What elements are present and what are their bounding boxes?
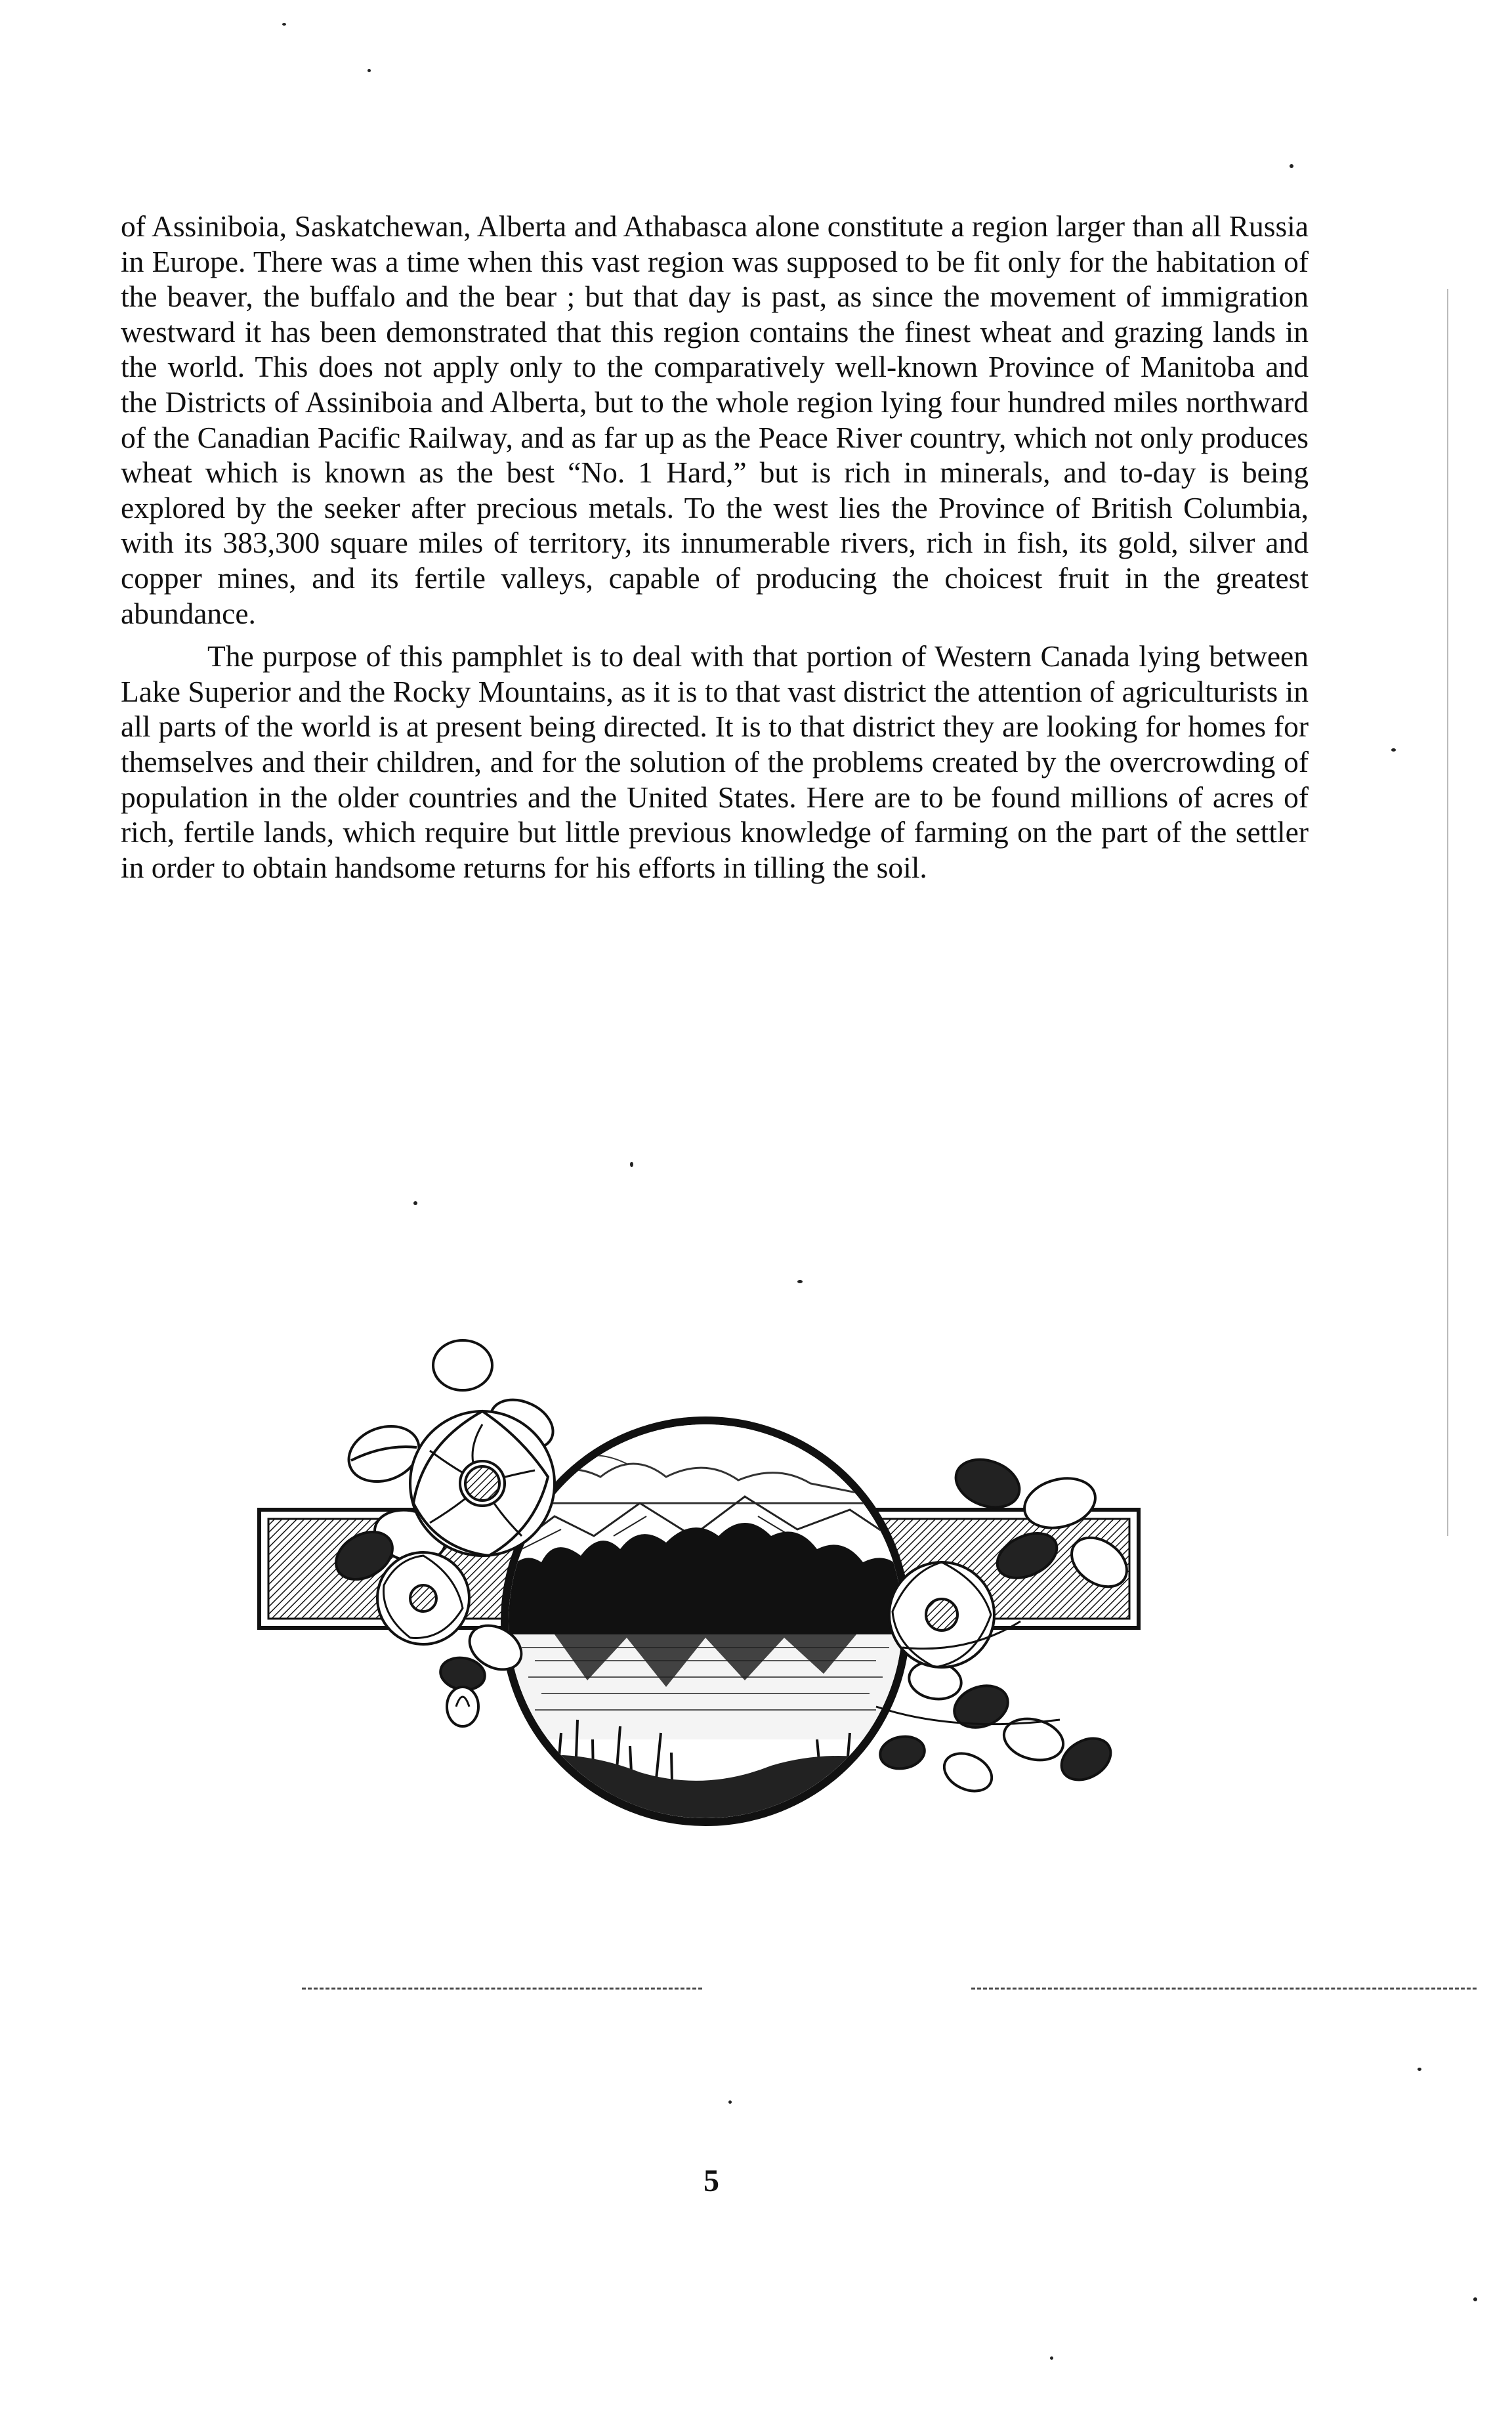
paragraph-1: of Assiniboia, Saskatchewan, Alberta and Athabasca alone constitute a region larger than all Russia in Europe. There was a time when this vast region was supposed to be fit only for the habitation of the beaver, the buffalo and the bear ; but that day is past, as since the movement of immigration westward it has been demonstrated that this region contains the finest wheat and grazing lands in the world. This does not apply only to the comparatively well-known Province of Manitoba and the Districts of Assiniboia and Alberta, but to the whole region lying four hundred miles northward of the Canadian Pacific Railway, and as far up as the Peace River country, which not only produces wheat which is known as the best “No. 1 Hard,” but is rich in minerals, and to-day is being explored by the seeker after precious metals. To the west lies the Province of British Columbia, with its 383,300 square miles of territory, its innumerable rivers, rich in fish, its gold, silver and copper mines, and its fertile valleys, capable of producing the choicest fruit in the greatest abundance. xyxy=(121,209,1309,630)
body-text xyxy=(121,209,1309,893)
scan-speck xyxy=(1473,2297,1477,2301)
floral-landscape-ornament xyxy=(246,1339,1158,1884)
decorative-rule-left xyxy=(302,1988,702,1990)
scan-speck xyxy=(413,1201,417,1205)
scan-speck xyxy=(1290,164,1293,168)
scan-speck xyxy=(630,1162,633,1167)
scan-speck xyxy=(282,23,286,26)
landscape-vignette xyxy=(495,1411,915,1838)
scan-speck xyxy=(368,69,371,72)
scan-speck xyxy=(797,1280,803,1283)
paragraph-2: The purpose of this pamphlet is to deal with that portion of Western Canada lying between Lake Superior and the Rocky Mountains, as it is to that vast district the attention of agriculturists in all parts of the world is at present being directed. It is to that district they are looking for homes for themselves and their children, and for the solution of the problems created by the overcrowding of population in the older countries and the United States. Here are to be found millions of acres of rich, fertile lands, which require but little previous knowledge of farming on the part of the settler in order to obtain handsome returns for his efforts in tilling the soil. xyxy=(121,639,1309,884)
scan-speck xyxy=(1050,2356,1053,2360)
scan-speck xyxy=(1391,748,1396,752)
page-number: 5 xyxy=(704,2163,719,2198)
scan-speck xyxy=(1418,2068,1421,2071)
scan-speck xyxy=(728,2100,732,2104)
decorative-rule-right xyxy=(971,1988,1477,1990)
margin-line xyxy=(1447,289,1448,1536)
